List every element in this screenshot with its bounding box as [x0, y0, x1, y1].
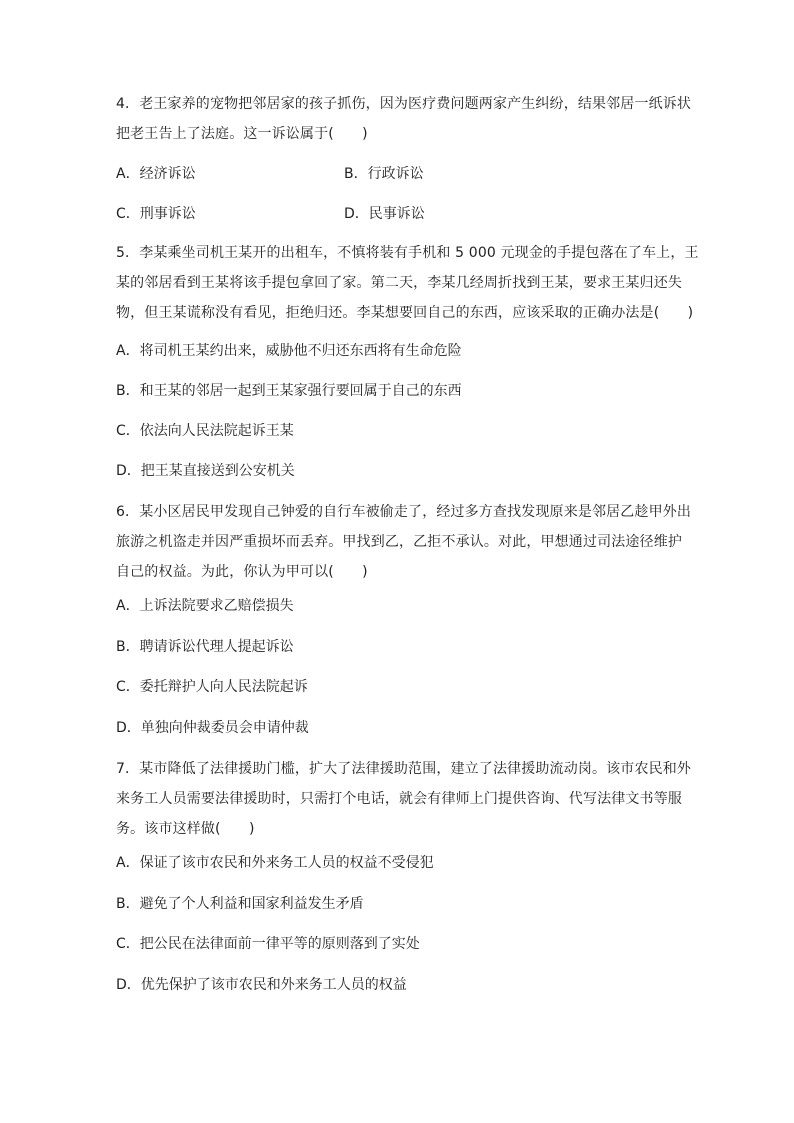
question-5-stem	[116, 238, 699, 328]
question-4-stem	[116, 89, 692, 149]
question-4-option-a: A．经济诉讼	[116, 166, 196, 182]
question-5-option-d: D．把王某直接送到公安机关	[116, 463, 295, 479]
stem-line: 7．某市降低了法律援助门槛，扩大了法律援助范围，建立了法律援助流动岗。该市农民和外	[116, 761, 692, 777]
stem-line: 旅游之机盗走并因严重损坏而丢弃。甲找到乙，乙拒不承认。对此，甲想通过司法途径维护	[116, 534, 682, 550]
stem-line: 5．李某乘坐司机王某开的出租车，不慎将装有手机和 5 000 元现金的手提包落在了车上，王	[116, 245, 699, 261]
question-7	[116, 754, 692, 993]
question-5-option-c: C．依法向人民法院起诉王某	[116, 423, 294, 439]
question-6-option-d: D．单独向仲裁委员会申请仲裁	[116, 720, 309, 736]
question-6-option-b: B．聘请诉讼代理人提起诉讼	[116, 639, 294, 655]
question-7-option-a: A．保证了该市农民和外来务工人员的权益不受侵犯	[116, 855, 434, 871]
question-4-option-c: C．刑事诉讼	[116, 206, 196, 222]
stem-line: 务。该市这样做( )	[116, 821, 255, 837]
stem-line: 把老王告上了法庭。这一诉讼属于( )	[116, 126, 368, 142]
question-7-option-d: D．优先保护了该市农民和外来务工人员的权益	[116, 977, 407, 993]
question-7-stem	[116, 754, 692, 844]
stem-line: 某的邻居看到王某将该手提包拿回了家。第二天，李某几经周折找到王某，要求王某归还失	[116, 275, 682, 291]
stem-line: 物，但王某谎称没有看见，拒绝归还。李某想要回自己的东西，应该采取的正确办法是( )	[116, 305, 694, 321]
question-4	[116, 89, 692, 222]
question-4-option-b: B．行政诉讼	[344, 166, 424, 182]
question-6-option-c: C．委托辩护人向人民法院起诉	[116, 679, 308, 695]
question-7-option-c: C．把公民在法律面前一律平等的原则落到了实处	[116, 936, 420, 952]
stem-line: 4．老王家养的宠物把邻居家的孩子抓伤，因为医疗费问题两家产生纠纷，结果邻居一纸诉状	[116, 96, 692, 112]
stem-line: 6．某小区居民甲发现自己钟爱的自行车被偷走了，经过多方查找发现原来是邻居乙趁甲外出	[116, 504, 692, 520]
question-5	[116, 238, 699, 479]
question-6-option-a: A．上诉法院要求乙赔偿损失	[116, 598, 294, 614]
question-7-option-b: B．避免了个人利益和国家利益发生矛盾	[116, 896, 364, 912]
question-6-stem	[116, 497, 692, 587]
question-5-option-a: A．将司机王某约出来，威胁他不归还东西将有生命危险	[116, 343, 462, 359]
stem-line: 自己的权益。为此，你认为甲可以( )	[116, 564, 368, 580]
question-4-option-d: D．民事诉讼	[344, 206, 425, 222]
question-6	[116, 497, 692, 736]
stem-line: 来务工人员需要法律援助时，只需打个电话，就会有律师上门提供咨询、代写法律文书等服	[116, 791, 682, 807]
question-5-option-b: B．和王某的邻居一起到王某家强行要回属于自己的东西	[116, 383, 462, 399]
